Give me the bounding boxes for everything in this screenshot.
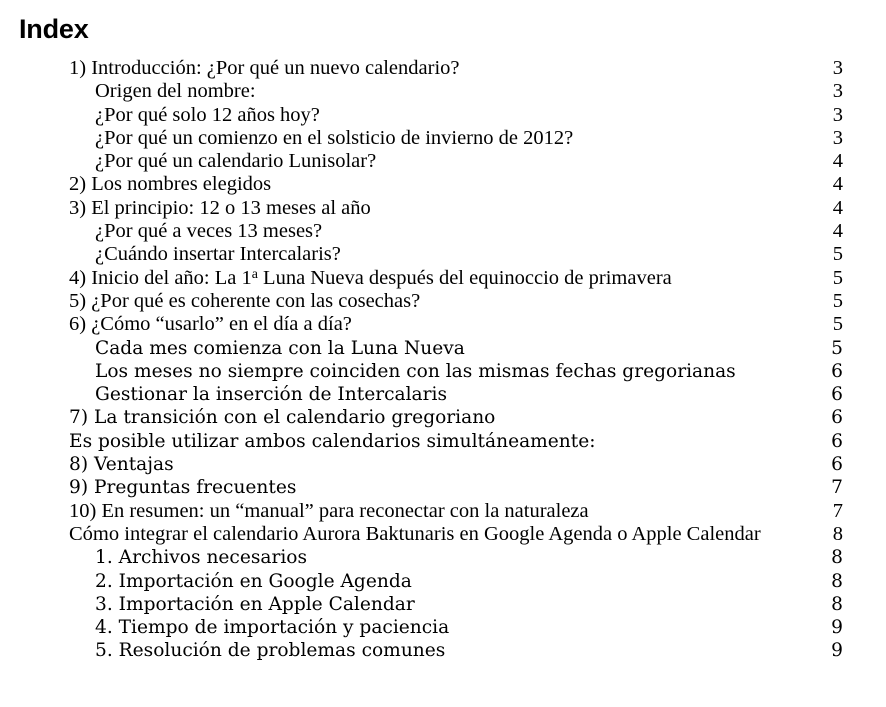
toc-dot-leader: [322, 236, 832, 237]
toc-entry-label: Cada mes comienza con la Luna Nueva: [95, 337, 465, 359]
toc-dot-leader: [376, 166, 832, 167]
toc-dot-leader: [589, 516, 832, 517]
toc-dot-leader: [296, 492, 831, 493]
toc-page-number: 8: [832, 522, 843, 545]
toc-dot-leader: [736, 376, 831, 377]
toc-page-number: 8: [831, 547, 843, 569]
toc-entry-label: ¿Por qué a veces 13 meses?: [95, 220, 323, 243]
toc-entry-label: 3. Importación en Apple Calendar: [95, 593, 415, 615]
toc-page-number: 5: [832, 266, 843, 289]
toc-page-number: 6: [831, 454, 843, 476]
toc-entry[interactable]: [0, 476, 886, 499]
toc-page-number: 6: [831, 384, 843, 406]
toc-dot-leader: [420, 306, 832, 307]
toc-dot-leader: [573, 143, 832, 144]
toc-entry-label: 5. Resolución de problemas comunes: [95, 640, 446, 662]
toc-dot-leader: [449, 632, 831, 633]
toc-page-number: 5: [831, 337, 843, 359]
toc-entry[interactable]: [0, 406, 886, 429]
toc-dot-leader: [460, 73, 832, 74]
toc-entry[interactable]: [0, 523, 886, 546]
toc-entry-label: Origen del nombre:: [95, 80, 256, 103]
toc-page-number: 3: [832, 80, 843, 103]
table-of-contents: [0, 57, 886, 663]
toc-entry-label: 1. Archivos necesarios: [95, 547, 308, 569]
toc-entry-label: 3) El principio: 12 o 13 meses al año: [69, 196, 371, 219]
toc-entry-label: 8) Ventajas: [69, 454, 174, 476]
toc-page-number: 9: [831, 640, 843, 662]
toc-entry[interactable]: [0, 290, 886, 313]
toc-entry-label: Los meses no siempre coinciden con las mismas fechas gregorianas: [95, 360, 736, 382]
toc-dot-leader: [672, 283, 832, 284]
toc-entry[interactable]: [0, 383, 886, 406]
toc-dot-leader: [307, 562, 831, 563]
toc-entry-label: 4. Tiempo de importación y paciencia: [95, 617, 450, 639]
toc-entry[interactable]: [0, 360, 886, 383]
toc-entry-label: 7) La transición con el calendario gregoriano: [69, 407, 496, 429]
toc-page-number: 4: [832, 220, 843, 243]
toc-page-number: 8: [831, 570, 843, 592]
toc-page-number: 4: [832, 150, 843, 173]
toc-entry[interactable]: [0, 267, 886, 290]
toc-page-number: 7: [832, 499, 843, 522]
toc-entry[interactable]: [0, 197, 886, 220]
toc-page-number: 4: [832, 196, 843, 219]
toc-entry[interactable]: [0, 104, 886, 127]
toc-entry-label: 2) Los nombres elegidos: [69, 173, 272, 196]
toc-entry-label: 2. Importación en Google Agenda: [95, 570, 412, 592]
toc-dot-leader: [465, 353, 831, 354]
toc-page-number: 6: [831, 407, 843, 429]
toc-entry-label: 9) Preguntas frecuentes: [69, 477, 297, 499]
toc-entry-label: ¿Por qué solo 12 años hoy?: [95, 103, 320, 126]
toc-entry[interactable]: [0, 570, 886, 593]
toc-entry-label: Es posible utilizar ambos calendarios simultáneamente:: [69, 430, 596, 452]
toc-entry[interactable]: [0, 220, 886, 243]
toc-dot-leader: [445, 655, 831, 656]
toc-dot-leader: [320, 120, 832, 121]
toc-entry-label: ¿Por qué un comienzo en el solsticio de invierno de 2012?: [95, 126, 574, 149]
toc-dot-leader: [371, 213, 832, 214]
toc-entry-label: 1) Introducción: ¿Por qué un nuevo calendario?: [69, 57, 460, 79]
toc-page-number: 3: [832, 126, 843, 149]
toc-entry[interactable]: [0, 337, 886, 360]
toc-page-number: 7: [831, 477, 843, 499]
toc-entry-label: 6) ¿Cómo “usarlo” en el día a día?: [69, 313, 352, 336]
toc-dot-leader: [447, 399, 831, 400]
toc-page-number: 5: [832, 313, 843, 336]
toc-entry-label: Gestionar la inserción de Intercalaris: [95, 384, 448, 406]
toc-page-number: 5: [832, 289, 843, 312]
toc-entry[interactable]: [0, 500, 886, 523]
toc-entry-label: Cómo integrar el calendario Aurora Baktunaris en Google Agenda o Apple Calendar: [69, 522, 761, 545]
toc-entry-label: 10) En resumen: un “manual” para reconectar con la naturaleza: [69, 499, 589, 522]
toc-page-number: 3: [832, 57, 843, 79]
toc-dot-leader: [596, 446, 832, 447]
toc-entry[interactable]: [0, 593, 886, 616]
toc-entry[interactable]: [0, 243, 886, 266]
page-title: Index: [19, 14, 89, 44]
toc-dot-leader: [352, 329, 832, 330]
toc-dot-leader: [415, 609, 831, 610]
toc-page-number: 5: [832, 243, 843, 266]
toc-entry-label: 4) Inicio del año: La 1$^a$ Luna Nueva después del equinoccio de primavera: [69, 266, 672, 289]
toc-dot-leader: [174, 469, 832, 470]
toc-entry-label: ¿Cuándo insertar Intercalaris?: [95, 243, 341, 266]
toc-page-number: 9: [831, 617, 843, 639]
toc-entry-label: 5) ¿Por qué es coherente con las cosechas?: [69, 289, 421, 312]
toc-entry[interactable]: [0, 313, 886, 336]
toc-page-number: 6: [831, 360, 843, 382]
toc-entry[interactable]: [0, 616, 886, 639]
toc-dot-leader: [256, 96, 832, 97]
toc-page-number: 4: [832, 173, 843, 196]
toc-entry[interactable]: [0, 127, 886, 150]
toc-entry[interactable]: [0, 57, 886, 80]
toc-entry[interactable]: [0, 430, 886, 453]
toc-page-number: 6: [831, 430, 843, 452]
toc-dot-leader: [761, 539, 832, 540]
toc-page-number: 8: [831, 593, 843, 615]
toc-entry[interactable]: [0, 639, 886, 662]
toc-entry[interactable]: [0, 453, 886, 476]
toc-entry-label: ¿Por qué un calendario Lunisolar?: [95, 150, 377, 173]
toc-page-number: 3: [832, 103, 843, 126]
toc-dot-leader: [341, 259, 832, 260]
toc-dot-leader: [412, 586, 831, 587]
toc-entry[interactable]: [0, 150, 886, 173]
toc-dot-leader: [495, 422, 831, 423]
toc-entry[interactable]: [0, 173, 886, 196]
toc-entry[interactable]: [0, 546, 886, 569]
toc-dot-leader: [271, 189, 832, 190]
toc-entry[interactable]: [0, 80, 886, 103]
